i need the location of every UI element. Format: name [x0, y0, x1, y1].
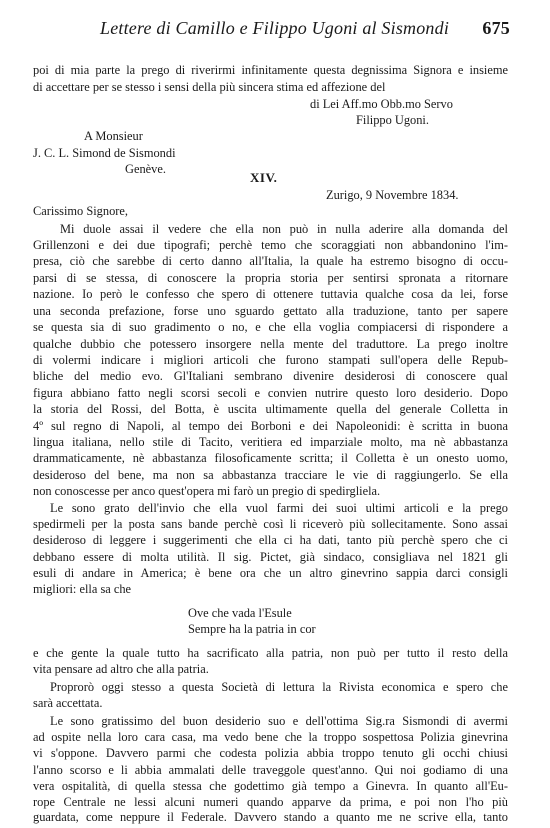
signature: Filippo Ugoni.: [356, 113, 429, 127]
text-line: la storia del Rossi, del Botta, è uscita ultimamente quella del generale Colletta in: [33, 402, 508, 416]
address-line: A Monsieur: [84, 129, 143, 143]
text-line: vera ospitalità, di quella stessa che godettimo già tempo a Ginevra. In quanto all'Eu-: [33, 779, 508, 793]
text-line: 4º sul regno di Napoli, al tempo dei Borboni e dei Napoleonidi: è scritta in buona: [33, 419, 508, 433]
text-line: l'anno scorso e li abbia ammalati delle traveggole quest'anno. Qui noi godiamo di una: [33, 763, 508, 777]
text-line: sarà accettata.: [33, 696, 103, 710]
text-line: rope Centrale ne lessi alcuni numeri quando apparve da prima, e poi non l'ho più: [33, 795, 508, 809]
text-line: una seconda prefazione, forse uno sguardo gettato alla traduzione, tanto per sapere: [33, 304, 508, 318]
text-line: vita pensare ad altro che alla patria.: [33, 662, 209, 676]
text-line: Proprorò oggi stesso a questa Società di lettura la Rivista economica e spero che: [50, 680, 508, 694]
text-line: qualche dubbio che potessero insorgere nella mente del traduttore. La prego inoltre: [33, 337, 508, 351]
text-line: spedirmeli per la posta sans bande perchè così li riceverò più sollecitamente. Sono assai: [33, 517, 508, 531]
salutation: Carissimo Signore,: [33, 204, 128, 218]
text-line: nazione. Io però le confesso che spero di ottenere tuttavia qualche cosa da lei, forse: [33, 287, 508, 301]
text-line: Grillenzoni e dei due tipografi; perchè temo che scoraggiati non abbandonino l'im-: [33, 238, 508, 252]
running-title: Lettere di Camillo e Filippo Ugoni al Sismondi: [100, 18, 450, 38]
running-header: [100, 18, 510, 42]
text-line: di volermi indicare i migliori articoli che furono stampati sull'opera delle Repub-: [33, 353, 508, 367]
text-line: e che gente la quale tutto ha sacrificato alla patria, non può per tutto il resto della: [33, 646, 508, 660]
text-line: presa, ciò che sarebbe di certo danno all'Italia, la quale ha estremo bisogno di occu-: [33, 254, 508, 268]
text-line: guardata, come neppure il Federale. Davvero stando a quanto me ne scrive ella, tanto: [33, 810, 508, 824]
letter-number: XIV.: [250, 170, 278, 185]
text-line: desideroso di leggere i suggerimenti che ella ci ha dati, tanto più perchè spero che ci: [33, 533, 508, 547]
dateline: Zurigo, 9 Novembre 1834.: [326, 188, 459, 202]
text-line: Mi duole assai il vedere che ella non può in nulla aderire alla domanda del: [60, 222, 508, 236]
text-line: Le sono grato dell'invio che ella vuol farmi dei suoi ultimi articoli e la prego: [50, 501, 508, 515]
address-line: Genève.: [125, 162, 166, 176]
text-line: figura abbiano fatto negli scorsi secoli e convien nutrire questo loro desiderio. Dopo: [33, 386, 508, 400]
text-line: debbano essere di molta utilità. Il sig. Pictet, già sindaco, consigliava nel 1821 gli: [33, 550, 508, 564]
text-line: esuli di andare in America; è bene ora che un altro ginevrino sappia darci consigli: [33, 566, 508, 580]
text-line: se questa sia di suo gradimento o no, e che ella voglia compiacersi di rispondere a: [33, 320, 508, 334]
closing-formula: di Lei Aff.mo Obb.mo Servo: [310, 97, 453, 111]
verse-line: Ove che vada l'Esule: [188, 606, 292, 620]
text-line: migliori: ella sa che: [33, 582, 132, 596]
text-line: di accettare per se stesso i sensi della più sincera stima ed affezione del: [33, 80, 386, 94]
address-line: J. C. L. Simond de Sismondi: [33, 146, 176, 160]
verse-line: Sempre ha la patria in cor: [188, 622, 316, 636]
text-line: parsi di se stessa, di conoscere la propria storia per sentirsi spronata a ritornare: [33, 271, 508, 285]
text-line: ad ospite nella loro cara casa, ma vedo bene che la troppo sospettosa Polizia ginevrina: [33, 730, 508, 744]
text-line: Le sono gratissimo del buon desiderio suo e dell'ottima Sig.ra Sismondi di avermi: [50, 714, 508, 728]
text-line: desideroso del bene, ma non sa abbastanza tracciare le vie di raggiungerlo. Se ella: [33, 468, 508, 482]
text-line: bliche del medio evo. Gl'Italiani sembrano divenire desiderosi di conoscere qual: [33, 369, 508, 383]
text-line: lingua italiana, nello stile di Tacito, veritiera ed imparziale molto, ma nè abbastanza: [33, 435, 508, 449]
text-line: non conoscesse per anco quest'opera mi farò un pregio di spedirgliela.: [33, 484, 381, 498]
text-line: poi di mia parte la prego di riverirmi infinitamente questa degnissima Signora e insieme: [33, 63, 508, 77]
page-number: 675: [482, 18, 510, 38]
text-line: drammaticamente, nè abbastanza filosoficamente scritta; il Colletta è un onesto uomo,: [33, 451, 508, 465]
text-line: vi s'oppone. Davvero parmi che codesta polizia abbia troppo tenuto gli occhi chiusi: [33, 746, 508, 760]
